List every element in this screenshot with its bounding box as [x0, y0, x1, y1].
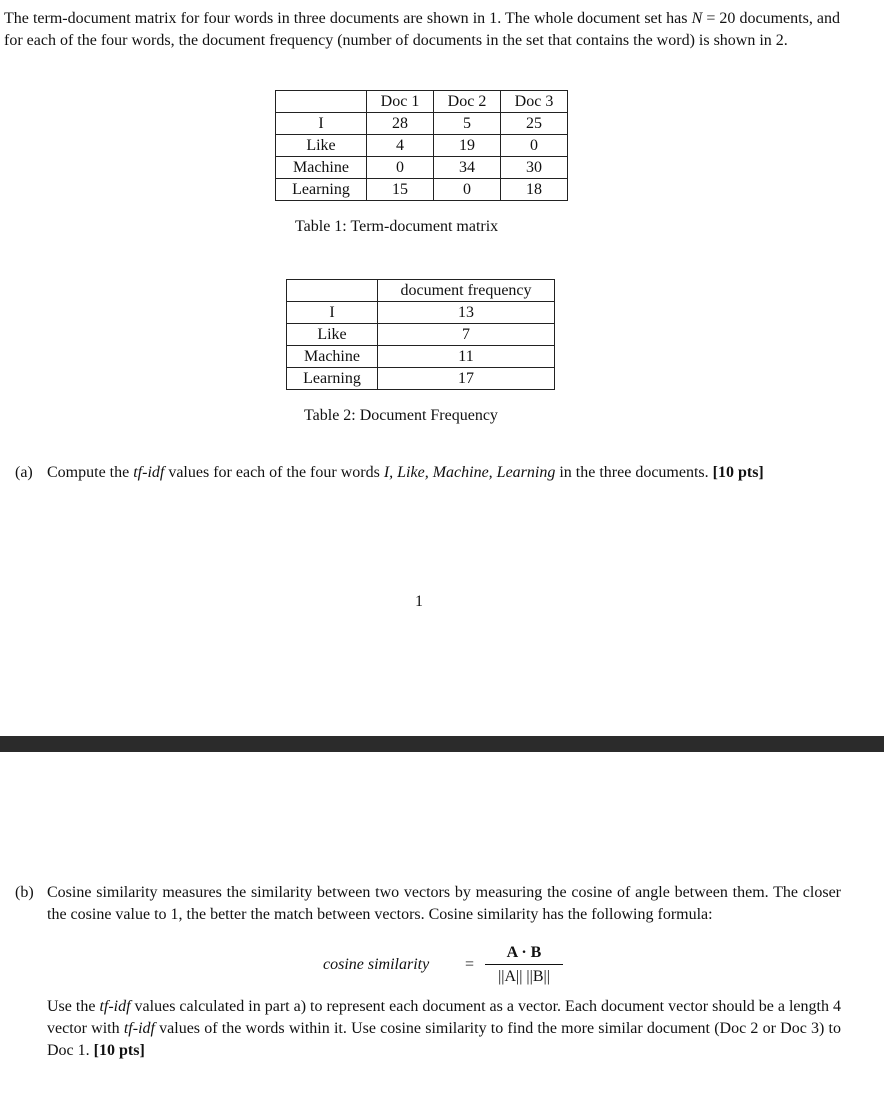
- page-divider: [0, 736, 884, 752]
- table-header-row: [287, 280, 555, 302]
- page-2: [0, 752, 884, 1106]
- page-number: 1: [415, 593, 423, 610]
- term-document-table: [275, 90, 568, 201]
- row-label: Machine: [287, 346, 378, 368]
- formula-numerator: A · B: [485, 942, 563, 965]
- cell: 0: [501, 135, 568, 157]
- cell: 18: [501, 179, 568, 201]
- document-frequency-table: [286, 279, 555, 390]
- table-row: [276, 135, 568, 157]
- tfidf-term: tf-idf: [133, 464, 165, 481]
- question-a-label: (a): [15, 464, 33, 481]
- table-header-row: [276, 91, 568, 113]
- instructions-text-1: Use the: [47, 998, 100, 1015]
- cell: 28: [367, 113, 434, 135]
- cell: 0: [367, 157, 434, 179]
- cell: 25: [501, 113, 568, 135]
- header-doc3: Doc 3: [501, 91, 568, 113]
- points-label: [10 pts]: [93, 1042, 145, 1059]
- instructions-text-2: values calculated in part a) to represent each document as a vector. Each document vector should be a length 4 vector with: [47, 998, 841, 1037]
- cell: 13: [378, 302, 555, 324]
- table2-caption: Table 2: Document Frequency: [304, 407, 498, 424]
- formula-equals: =: [465, 956, 475, 973]
- cell: 5: [434, 113, 501, 135]
- row-label: Like: [287, 324, 378, 346]
- row-label: Machine: [276, 157, 367, 179]
- table-row: [276, 113, 568, 135]
- header-document-frequency: document frequency: [378, 280, 555, 302]
- cell: 11: [378, 346, 555, 368]
- question-a-body: [47, 462, 841, 484]
- word-list: I, Like, Machine, Learning: [383, 464, 556, 481]
- row-label: I: [287, 302, 378, 324]
- question-b-instructions: [47, 996, 841, 1062]
- row-label: Learning: [276, 179, 367, 201]
- table-row: [287, 324, 555, 346]
- question-a-text-1: Compute the: [47, 464, 134, 481]
- cell: 30: [501, 157, 568, 179]
- question-b-label: (b): [15, 884, 34, 901]
- table-row: [287, 302, 555, 324]
- cell: 34: [434, 157, 501, 179]
- table-row: [287, 368, 555, 390]
- table-corner-cell: [287, 280, 378, 302]
- cell: 0: [434, 179, 501, 201]
- formula-fraction: [485, 942, 563, 987]
- points-label: [10 pts]: [712, 464, 764, 481]
- row-label: I: [276, 113, 367, 135]
- row-label: Learning: [287, 368, 378, 390]
- question-b: [15, 882, 841, 926]
- intro-text-1: The term-document matrix for four words in three documents are shown in 1. The whole document set has: [4, 10, 692, 27]
- formula-lhs: cosine similarity: [323, 956, 430, 973]
- cell: 17: [378, 368, 555, 390]
- header-doc2: Doc 2: [434, 91, 501, 113]
- n-symbol: N: [691, 10, 703, 27]
- instructions-text-3: values of the words within it. Use cosine similarity to find the more similar document (Doc 2 or Doc 3) to Doc 1.: [47, 1020, 842, 1059]
- intro-paragraph: [4, 8, 840, 52]
- question-a: [15, 462, 841, 484]
- table-row: [276, 157, 568, 179]
- table-row: [287, 346, 555, 368]
- formula-denominator: ||A|| ||B||: [498, 968, 550, 985]
- cell: 15: [367, 179, 434, 201]
- question-b-text: Cosine similarity measures the similarity between two vectors by measuring the cosine of angle between them. The closer the cosine value to 1, the better the match between vectors. Cosine similarity has the following formula:: [47, 884, 841, 923]
- cell: 19: [434, 135, 501, 157]
- question-a-text-3: in the three documents.: [555, 464, 713, 481]
- question-a-text-2: values for each of the four words: [164, 464, 384, 481]
- table-corner-cell: [276, 91, 367, 113]
- cell: 7: [378, 324, 555, 346]
- header-doc1: Doc 1: [367, 91, 434, 113]
- intro-text-2: = 20 documents, and for each of the four words, the document frequency (number of documents in the set that contains the word) is shown in 2.: [4, 10, 841, 49]
- row-label: Like: [276, 135, 367, 157]
- table-row: [276, 179, 568, 201]
- table1-caption: Table 1: Term-document matrix: [295, 218, 499, 235]
- cell: 4: [367, 135, 434, 157]
- tfidf-term: tf-idf: [123, 1020, 155, 1037]
- tfidf-term: tf-idf: [99, 998, 131, 1015]
